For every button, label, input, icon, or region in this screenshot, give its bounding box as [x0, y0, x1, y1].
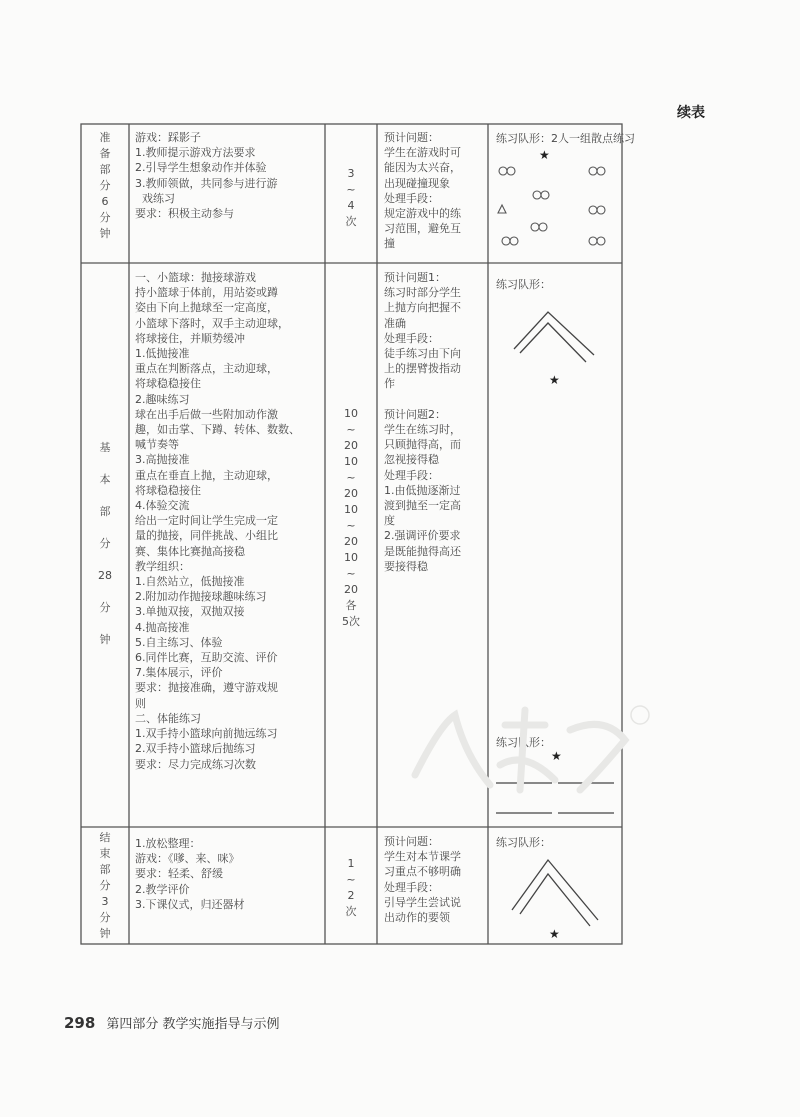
section-content-basic: 一、小篮球：抛接球游戏 持小篮球于体前，用站姿或蹲 姿由下向上抛球至一定高度， 小篮球下落时，双手主动迎球， 将球接住，并顺势缓冲 1.低抛接准 重点在判断落点，主动迎球， 将球稳稳接住 2.趣味练习 球在出手后做一些附加动作激 趣，如击掌、下蹲、转体、数数、 喊节奏等 3.高抛接准 重点在垂直上抛，主动迎球， 将球稳稳接住 4.体验交流 给出一定时间让学生完成一定 量的抛接，同伴挑战、小组比 赛、集体比赛抛高接稳 教学组织： 1.自然站立，低抛接准 2.附加动作抛接球趣味练习 3.单抛双接，双抛双接 4.抛高接准 5.自主练习、体验 6.同伴比赛，互助交流、评价 7.集体展示，评价 要求：抛接准确，遵守游戏规 则 二、体能练习 1.双手持小篮球向前抛远练习 2.双手持小篮球后抛练习 要求：尽力完成练习次数: [135, 271, 300, 771]
publisher-watermark: [395, 695, 655, 805]
star-icon: ★: [549, 373, 560, 387]
formation-diagram-preparation: [490, 140, 620, 260]
pair-circle-icon: [589, 206, 605, 214]
formation-label-ending: 练习队形：: [496, 836, 551, 849]
problems-preparation: 预计问题： 学生在游戏时可 能因为太兴奋， 出现碰撞现象 处理手段： 规定游戏中的练 习范围，避免互 撞: [384, 131, 461, 251]
problems-ending: 预计问题： 学生对本节课学 习重点不够明确 处理手段： 引导学生尝试说 出动作的要领: [384, 835, 461, 925]
star-icon: [539, 148, 550, 162]
pair-circle-icon: [589, 167, 605, 175]
count-basic: 10 ~ 20 10 ~ 20 10 ~ 20 10 ~ 20 各 5次: [342, 407, 360, 628]
pair-circle-icon: [502, 237, 518, 245]
count-preparation: 3 ~ 4 次: [345, 167, 357, 228]
pair-circle-icon: [589, 237, 605, 245]
formation-diagram-chevron: [500, 295, 610, 390]
page-number: 298: [64, 1014, 96, 1032]
pair-circle-icon: [533, 191, 549, 199]
section-content-ending: 1.放松整理： 游戏：《嗲、来、咪》 要求：轻柔、舒缓 2.教学评价 3.下课仪式，归还器材: [135, 837, 245, 911]
count-ending: 1 ~ 2 次: [345, 857, 357, 918]
formation-label-basic-lines: 练习队形：: [496, 736, 551, 749]
continued-label: 续表: [677, 105, 705, 121]
svg-text:★: ★: [539, 148, 550, 162]
page-footer: [64, 1013, 280, 1032]
footer-title: 第四部分 教学实施指导与示例: [106, 1017, 280, 1032]
formation-diagram-chevron-ending: [500, 848, 610, 943]
section-content-preparation: 游戏：踩影子 1.教师提示游戏方法要求 2.引导学生想象动作并体验 3.教师领做，共同参与进行游 戏练习 要求：积极主动参与: [135, 131, 278, 221]
problems-basic: 预计问题1： 练习时部分学生 上抛方向把握不 准确 处理手段： 徒手练习由下向 上的摆臂拨指动 作 预计问题2： 学生在练习时， 只顾抛得高，而 忽视接得稳 处理手段： 1.由低抛逐渐过 渡到抛至一定高 度 2.强调评价要求 是既能抛得高还 要接得稳: [384, 271, 461, 573]
star-icon: ★: [551, 749, 562, 763]
pair-circle-icon: [531, 223, 547, 231]
section-name-ending: 结 束 部 分 3 分 钟: [99, 831, 111, 940]
star-icon: ★: [549, 927, 560, 941]
formation-label-basic: 练习队形：: [496, 278, 551, 291]
formation-label-preparation: 练习队形：2人一组散点练习: [496, 132, 635, 145]
pair-circle-icon: [499, 167, 515, 175]
section-name-preparation: 准 备 部 分 6 分 钟: [99, 131, 111, 240]
triangle-icon: [498, 205, 506, 213]
section-name-basic: 基 本 部 分 28 分 钟: [98, 441, 112, 646]
